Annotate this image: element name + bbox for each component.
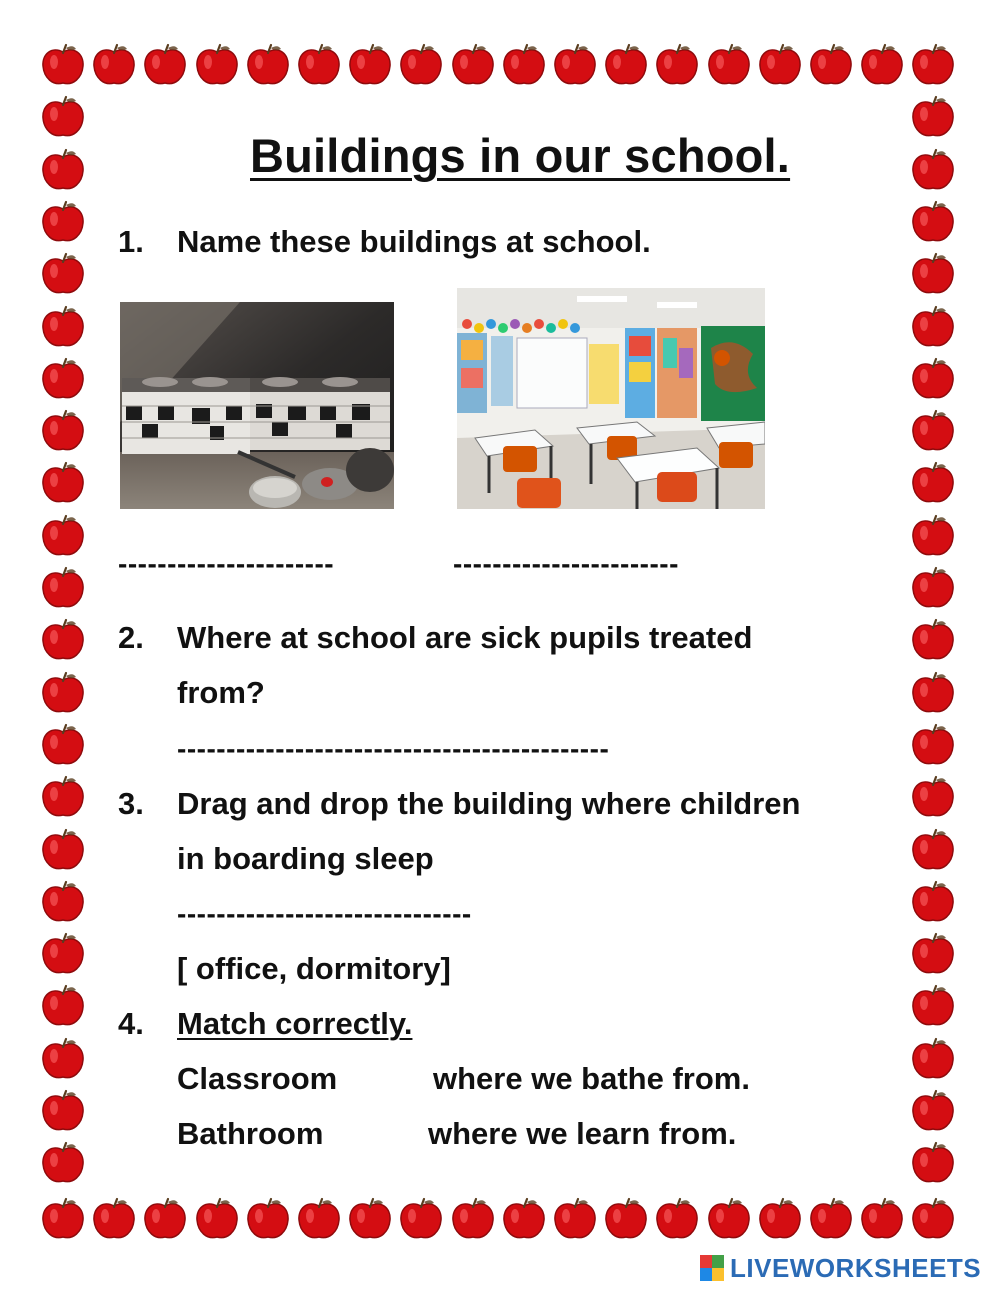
- apple-border-icon: [347, 42, 393, 88]
- apple-border-icon: [450, 42, 496, 88]
- apple-border-icon: [91, 42, 137, 88]
- apple-border-icon: [40, 42, 86, 88]
- apple-border-icon: [910, 94, 956, 140]
- apple-border-icon: [552, 1196, 598, 1242]
- apple-border-icon: [40, 983, 86, 1029]
- apple-border-icon: [40, 408, 86, 454]
- apple-border-icon: [910, 408, 956, 454]
- question-3-answer-drop-zone[interactable]: ------------------------------: [177, 898, 472, 929]
- apple-border-icon: [910, 460, 956, 506]
- apple-border-icon: [706, 42, 752, 88]
- apple-border-icon: [40, 251, 86, 297]
- apple-border-icon: [910, 565, 956, 611]
- apple-border-icon: [910, 774, 956, 820]
- match-right-bathe[interactable]: where we bathe from.: [433, 1061, 750, 1096]
- apple-border-icon: [40, 1196, 86, 1242]
- apple-border-icon: [296, 1196, 342, 1242]
- apple-border-icon: [40, 565, 86, 611]
- liveworksheets-brand[interactable]: [700, 1253, 981, 1283]
- question-1-number: 1.: [118, 224, 144, 259]
- apple-border-icon: [194, 1196, 240, 1242]
- question-4-heading: Match correctly.: [177, 1006, 413, 1041]
- apple-border-icon: [706, 1196, 752, 1242]
- apple-border-icon: [808, 42, 854, 88]
- apple-border-icon: [40, 147, 86, 193]
- logo-square-green: [712, 1255, 724, 1268]
- match-left-bathroom[interactable]: Bathroom: [177, 1116, 324, 1151]
- apple-border-icon: [40, 931, 86, 977]
- apple-border-icon: [910, 827, 956, 873]
- apple-border-icon: [40, 513, 86, 559]
- apple-border-icon: [859, 1196, 905, 1242]
- apple-border-icon: [910, 251, 956, 297]
- apple-border-icon: [40, 774, 86, 820]
- logo-square-yellow: [712, 1268, 724, 1281]
- apple-border-icon: [910, 617, 956, 663]
- apple-border-icon: [910, 931, 956, 977]
- question-1-text: Name these buildings at school.: [177, 224, 651, 259]
- question-3-text-line-2: in boarding sleep: [177, 841, 434, 876]
- apple-border-icon: [910, 513, 956, 559]
- classroom-photo: [457, 288, 765, 509]
- apple-border-icon: [910, 356, 956, 402]
- apple-border-icon: [910, 983, 956, 1029]
- apple-border-icon: [757, 1196, 803, 1242]
- apple-border-icon: [40, 460, 86, 506]
- logo-square-blue: [700, 1268, 712, 1281]
- liveworksheets-wordmark: LIVEWORKSHEETS: [730, 1252, 982, 1283]
- apple-border-icon: [910, 147, 956, 193]
- apple-border-icon: [398, 42, 444, 88]
- question-4-number: 4.: [118, 1006, 144, 1041]
- apple-border-icon: [40, 1088, 86, 1134]
- apple-border-icon: [40, 199, 86, 245]
- match-left-classroom[interactable]: Classroom: [177, 1061, 338, 1096]
- apple-border-icon: [910, 304, 956, 350]
- apple-border-icon: [910, 879, 956, 925]
- match-right-learn[interactable]: where we learn from.: [428, 1116, 737, 1151]
- apple-border-icon: [40, 827, 86, 873]
- apple-border-icon: [910, 670, 956, 716]
- apple-border-icon: [142, 1196, 188, 1242]
- apple-border-icon: [757, 42, 803, 88]
- apple-border-icon: [910, 1036, 956, 1082]
- apple-border-icon: [398, 1196, 444, 1242]
- question-3-number: 3.: [118, 786, 144, 821]
- question-2-number: 2.: [118, 620, 144, 655]
- apple-border-icon: [910, 1196, 956, 1242]
- question-2-text-line-2: from?: [177, 675, 265, 710]
- apple-border-icon: [654, 42, 700, 88]
- question-2-text-line-1: Where at school are sick pupils treated: [177, 620, 753, 655]
- apple-border-icon: [910, 1140, 956, 1186]
- apple-border-icon: [40, 722, 86, 768]
- apple-border-icon: [859, 42, 905, 88]
- apple-border-icon: [501, 1196, 547, 1242]
- apple-border-icon: [142, 42, 188, 88]
- apple-border-icon: [40, 1140, 86, 1186]
- apple-border-icon: [40, 879, 86, 925]
- apple-border-icon: [245, 1196, 291, 1242]
- apple-border-icon: [910, 722, 956, 768]
- question-3-text-line-1: Drag and drop the building where children: [177, 786, 801, 821]
- question-1-answer-blank-2[interactable]: -----------------------: [453, 548, 679, 579]
- apple-border-icon: [603, 1196, 649, 1242]
- apple-border-icon: [501, 42, 547, 88]
- apple-border-icon: [450, 1196, 496, 1242]
- apple-border-icon: [40, 94, 86, 140]
- apple-border-icon: [40, 670, 86, 716]
- liveworksheets-logo-icon: [700, 1255, 724, 1281]
- apple-border-icon: [910, 1088, 956, 1134]
- apple-border-icon: [603, 42, 649, 88]
- apple-border-icon: [40, 1036, 86, 1082]
- apple-border-icon: [245, 42, 291, 88]
- apple-border-icon: [552, 42, 598, 88]
- question-3-options: [ office, dormitory]: [177, 951, 451, 986]
- question-1-answer-blank-1[interactable]: ----------------------: [118, 548, 335, 579]
- apple-border-icon: [654, 1196, 700, 1242]
- apple-border-icon: [40, 304, 86, 350]
- apple-border-icon: [40, 356, 86, 402]
- apple-border-icon: [910, 42, 956, 88]
- apple-border-icon: [910, 199, 956, 245]
- worksheet-title: Buildings in our school.: [250, 129, 791, 182]
- apple-border-icon: [194, 42, 240, 88]
- apple-border-icon: [91, 1196, 137, 1242]
- kitchen-stove-photo: [120, 302, 394, 509]
- apple-border-icon: [808, 1196, 854, 1242]
- apple-border-icon: [296, 42, 342, 88]
- apple-border-icon: [347, 1196, 393, 1242]
- apple-border-icon: [40, 617, 86, 663]
- question-2-answer-blank[interactable]: --------------------------------------------: [177, 733, 610, 764]
- logo-square-red: [700, 1255, 712, 1268]
